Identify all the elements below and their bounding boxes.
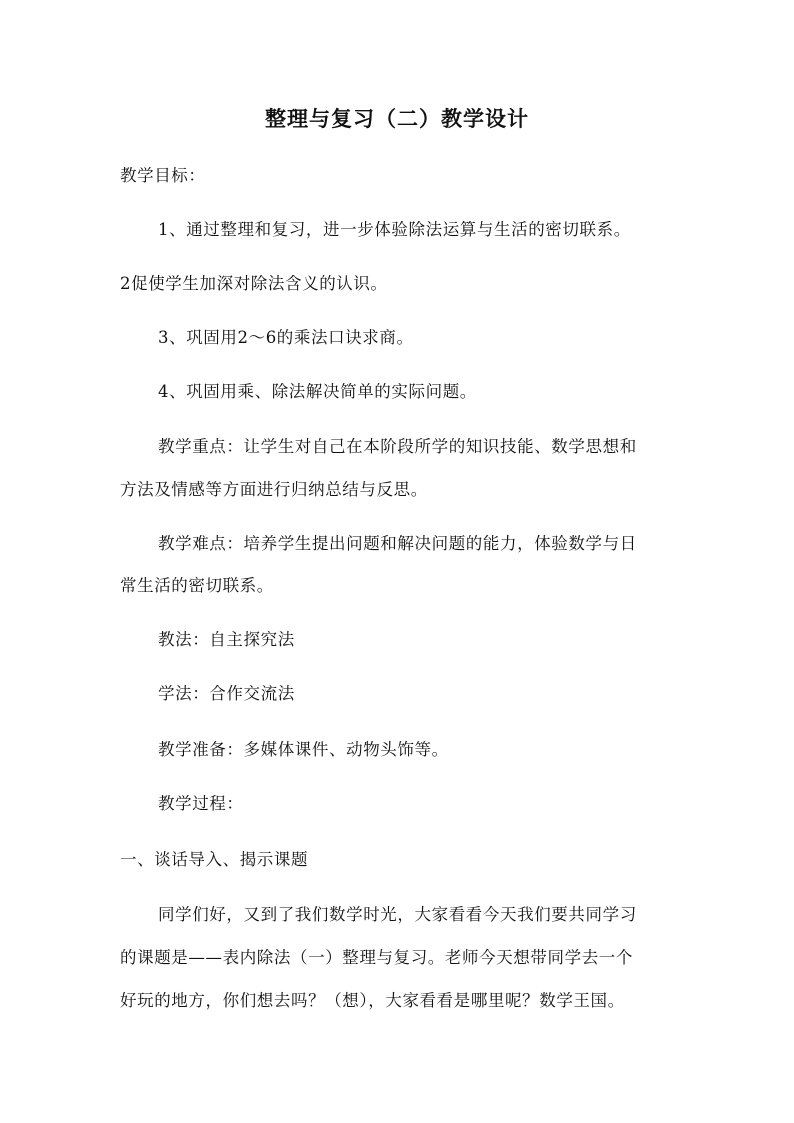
section-heading-goals: 教学目标： xyxy=(120,166,206,185)
teaching-preparation: 教学准备：多媒体课件、动物头饰等。 xyxy=(158,740,449,759)
paragraph-line-1: 同学们好，又到了我们数学时光，大家看看今天我们要共同学习 xyxy=(158,905,637,924)
goal-item-2: 2促使学生加深对除法含义的认识。 xyxy=(120,274,388,293)
paragraph-line-3: 好玩的地方，你们想去吗？（想），大家看看是哪里呢？数学王国。 xyxy=(120,991,625,1010)
section-heading-1: 一、谈话导入、揭示课题 xyxy=(120,850,309,869)
goal-item-3: 3、巩固用2～6的乘法口诀求商。 xyxy=(158,328,414,347)
document-title: 整理与复习（二）教学设计 xyxy=(265,106,529,131)
teaching-process-heading: 教学过程： xyxy=(158,794,244,813)
key-point-line-2: 方法及情感等方面进行归纳总结与反思。 xyxy=(120,480,428,499)
difficulty-line-1: 教学难点：培养学生提出问题和解决问题的能力，体验数学与日 xyxy=(158,534,637,553)
key-point-line-1: 教学重点：让学生对自己在本阶段所学的知识技能、数学思想和 xyxy=(158,437,637,456)
difficulty-line-2: 常生活的密切联系。 xyxy=(120,576,274,595)
teaching-method: 教法：自主探究法 xyxy=(158,630,295,649)
paragraph-line-2: 的课题是——表内除法（一）整理与复习。老师今天想带同学去一个 xyxy=(120,948,633,967)
learning-method: 学法：合作交流法 xyxy=(158,684,295,703)
goal-item-1: 1、通过整理和复习，进一步体验除法运算与生活的密切联系。 xyxy=(158,220,631,239)
goal-item-4: 4、巩固用乘、除法解决简单的实际问题。 xyxy=(158,382,477,401)
